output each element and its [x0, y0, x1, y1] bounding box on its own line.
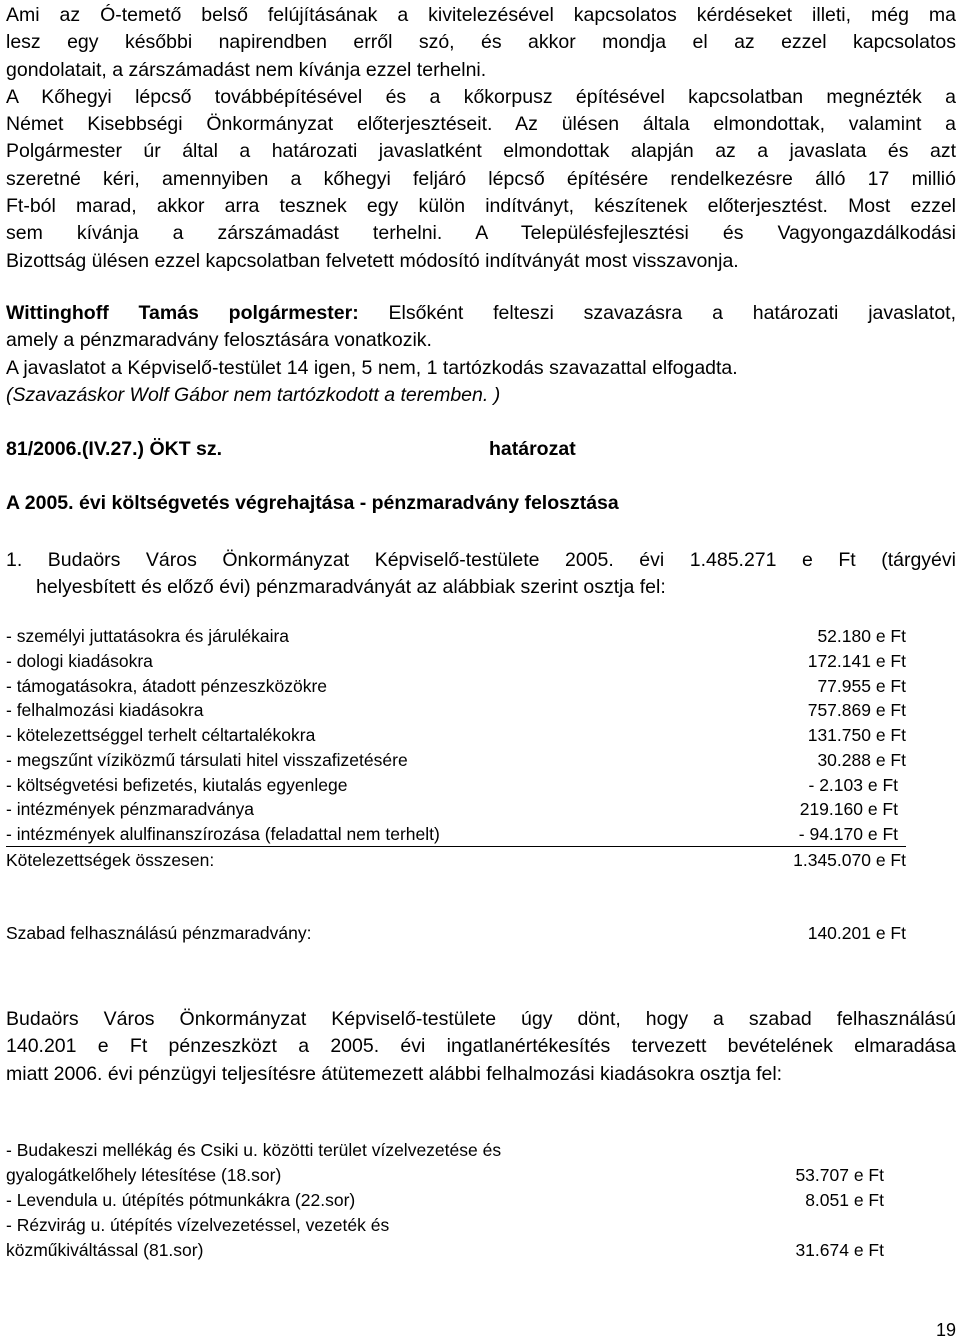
- table-row: [6, 698, 906, 722]
- row-label: - támogatásokra, átadott pénzeszközökre: [6, 676, 328, 696]
- project-label: közműkiváltással (81.sor): [6, 1240, 204, 1260]
- row-label: - dologi kiadásokra: [6, 651, 153, 671]
- project-label: gyalogátkelőhely létesítése (18.sor): [6, 1165, 282, 1185]
- resolution-point-1: [6, 547, 956, 602]
- speaker-text: Elsőként felteszi szavazásra a határozati javaslatot,: [358, 302, 956, 324]
- total-value: 1.345.070 e Ft: [793, 850, 906, 870]
- table-row: [6, 649, 906, 673]
- row-label: - kötelezettséggel terhelt céltartalékokra: [6, 725, 316, 745]
- text-line: miatt 2006. évi pénzügyi teljesítésre átütemezett alábbi felhalmozási kiadásokra osztja fel:: [6, 1062, 783, 1085]
- text-line: gondolatait, a zárszámadást nem kívánja ezzel terhelni.: [6, 58, 487, 81]
- free-funds-row: [6, 921, 906, 945]
- table-row: [6, 624, 906, 648]
- resolution-title: A 2005. évi költségvetés végrehajtása - pénzmaradvány felosztása: [6, 492, 619, 514]
- row-label: - személyi juttatásokra és járulékaira: [6, 626, 290, 646]
- list-item: [6, 1138, 906, 1162]
- text-line: A Kőhegyi lépcső továbbépítésével és a kőkorpusz építésével kapcsolatban megnézték a: [6, 85, 956, 108]
- free-funds-value: 140.201 e Ft: [807, 923, 906, 943]
- project-label: - Levendula u. útépítés pótmunkákra (22.sor): [6, 1190, 356, 1210]
- text-line: helyesbített és előző évi) pénzmaradványát az alábbiak szerint osztja fel:: [36, 576, 666, 599]
- text-line: lesz egy későbbi napirendben erről szó, és akkor mondja el az ezzel kapcsolatos: [6, 31, 956, 54]
- row-value: 757.869 e Ft: [807, 700, 906, 720]
- free-funds-label: Szabad felhasználású pénzmaradvány:: [6, 923, 312, 943]
- row-value: 52.180 e Ft: [817, 626, 906, 646]
- text-line: sem kívánja a zárszámadást terhelni. A Településfejlesztési és Vagyongazdálkodási: [6, 222, 956, 245]
- list-item: [6, 1238, 906, 1262]
- projects-list: [6, 1138, 906, 1263]
- text-line: amely a pénzmaradvány felosztására vonatkozik.: [6, 329, 432, 352]
- text-line: 1. Budaörs Város Önkormányzat Képviselő-testülete 2005. évi 1.485.271 e Ft (tárgyévi: [6, 549, 956, 571]
- text-line: szeretné kéri, amennyiben a kőhegyi feljáró lépcső építésére rendelkezésre álló 17 millió: [6, 167, 956, 190]
- table-row: [6, 748, 906, 772]
- intro-paragraph: [6, 2, 956, 275]
- row-value: - 2.103 e Ft: [808, 775, 898, 795]
- total-row: [6, 848, 906, 872]
- table-row: [6, 822, 906, 846]
- speaker-name: Wittinghoff Tamás polgármester:: [6, 302, 359, 324]
- row-label: - felhalmozási kiadásokra: [6, 700, 204, 720]
- resolution-number: 81/2006.(IV.27.) ÖKT sz.: [6, 438, 223, 460]
- text-line: Német Kisebbségi Önkormányzat előterjesztéseit. Az ülésen általa elmondottak, valamint a: [6, 113, 956, 136]
- row-value: 77.955 e Ft: [817, 676, 906, 696]
- project-value: 8.051 e Ft: [805, 1190, 884, 1210]
- project-label: - Budakeszi mellékág és Csiki u. közötti terület vízelvezetése és: [6, 1140, 502, 1160]
- page-number: 19: [935, 1320, 956, 1340]
- table-row: [6, 773, 906, 797]
- text-line: Bizottság ülésen ezzel kapcsolatban felvetett módosító indítványát most visszavonja.: [6, 249, 739, 272]
- table-row: [6, 674, 906, 698]
- total-label: Kötelezettségek összesen:: [6, 850, 215, 870]
- resolution-word: határozat: [489, 438, 576, 460]
- text-line: Polgármester úr által a határozati javaslatként elmondottak alapján az a javaslata és azt: [6, 140, 956, 163]
- text-line: Budaörs Város Önkormányzat Képviselő-testülete úgy dönt, hogy a szabad felhasználású: [6, 1008, 956, 1030]
- text-line: 140.201 e Ft pénzeszközt a 2005. évi ingatlanértékesítés tervezett bevételének elmaradása: [6, 1035, 956, 1058]
- list-item: [6, 1163, 906, 1187]
- decision-paragraph: [6, 1006, 956, 1088]
- project-value: 53.707 e Ft: [795, 1165, 884, 1185]
- row-value: 30.288 e Ft: [817, 750, 906, 770]
- mayor-paragraph: [6, 300, 956, 409]
- row-label: - költségvetési befizetés, kiutalás egyenlege: [6, 775, 348, 795]
- allocation-table: [6, 624, 906, 954]
- row-label: - intézmények alulfinanszírozása (feladattal nem terhelt): [6, 824, 440, 844]
- row-value: 219.160 e Ft: [799, 799, 898, 819]
- total-divider: [6, 846, 906, 847]
- row-label: - megszűnt víziközmű társulati hitel visszafizetésére: [6, 750, 408, 770]
- vote-note: (Szavazáskor Wolf Gábor nem tartózkodott a teremben. ): [6, 383, 501, 406]
- list-item: [6, 1213, 906, 1237]
- vote-result: A javaslatot a Képviselő-testület 14 igen, 5 nem, 1 tartózkodás szavazattal elfogadta.: [6, 356, 738, 379]
- row-label: - intézmények pénzmaradványa: [6, 799, 255, 819]
- row-value: 131.750 e Ft: [807, 725, 906, 745]
- text-line: Ami az Ó-temető belső felújításának a kivitelezésével kapcsolatos kérdéseket illeti, még ma: [6, 4, 956, 26]
- list-item: [6, 1188, 906, 1212]
- text-line: [6, 300, 956, 327]
- table-row: [6, 723, 906, 747]
- table-row: [6, 797, 906, 821]
- row-value: 172.141 e Ft: [807, 651, 906, 671]
- project-label: - Rézvirág u. útépítés vízelvezetéssel, vezeték és: [6, 1215, 390, 1235]
- text-line: Ft-ból marad, akkor arra tesznek egy külön indítványt, készítenek előterjesztést. Most ezzel: [6, 195, 956, 218]
- row-value: - 94.170 e Ft: [798, 824, 898, 844]
- project-value: 31.674 e Ft: [795, 1240, 884, 1260]
